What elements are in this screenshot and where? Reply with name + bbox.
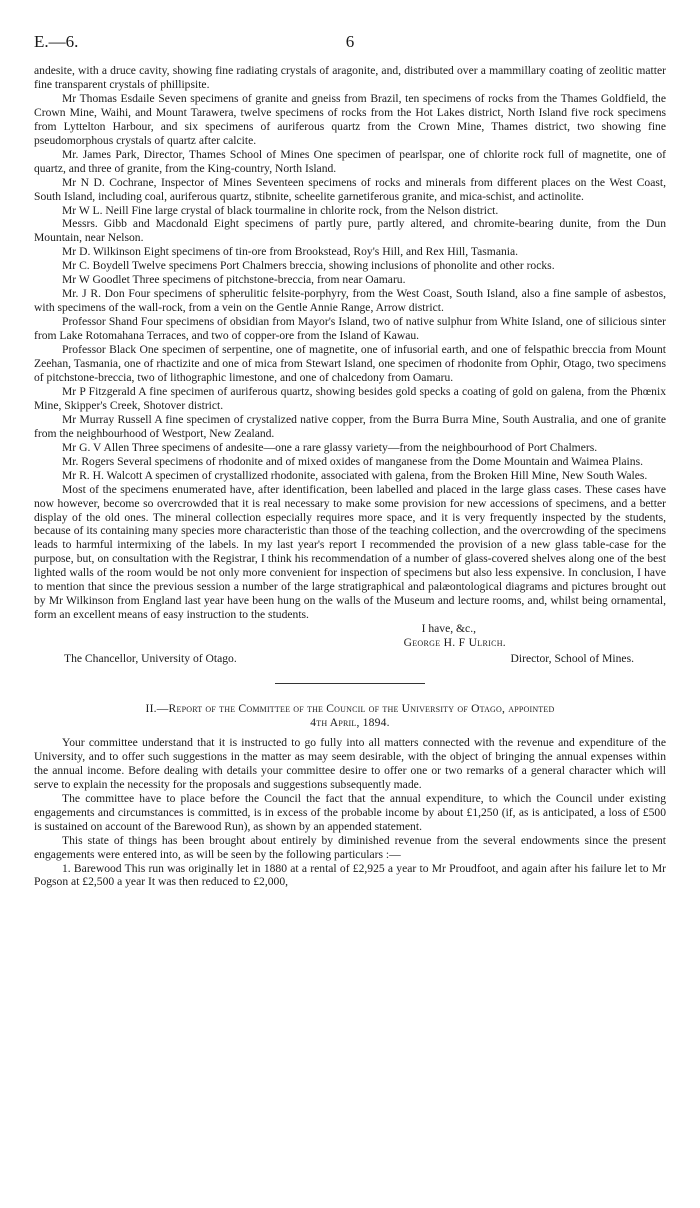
page-number: 6 [345,32,355,51]
letter-closing [34,622,666,668]
paragraph: Mr P Fitzgerald A fine specimen of auriferous quartz, showing besides gold specks a coating of gold on galena, from the Phœnix Mine, Skipper's Creek, Shotover district. [34,384,666,412]
paragraph: Mr. James Park, Director, Thames School of Mines One specimen of pearlspar, one of chlorite rock full of magnetite, one of quartz, and three of granite, from the King-country, North Island. [34,147,666,175]
paragraph: Mr D. Wilkinson Eight specimens of tin-ore from Brookstead, Roy's Hill, and Rex Hill, Tasmania. [62,245,519,259]
document-reference: E.—6. [34,32,79,51]
paragraph: Mr W L. Neill Fine large crystal of black tourmaline in chlorite rock, from the Nelson district. [62,203,499,217]
signatory-title: Director, School of Mines. [510,652,634,666]
paragraph: Mr G. V Allen Three specimens of andesite—one a rare glassy variety—from the neighbourhood of Port Chalmers. [62,440,598,454]
paragraph: Mr Murray Russell A fine specimen of crystalized native copper, from the Burra Burra Mine, South Australia, and one of granite from the neighbourhood of Westport, New Zealand. [34,412,666,440]
report-heading-date: 4th April, 1894. [310,715,390,729]
page-header [34,32,666,54]
addressee: The Chancellor, University of Otago. [64,652,237,666]
report-heading-line: II.—Report of the Committee of the Council of the University of Otago, appointed [145,702,555,716]
closing-line [34,652,666,668]
paragraph: andesite, with a druce cavity, showing fine radiating crystals of aragonite, and, distributed over a mammillary coating of zeolitic matter fine transparent crystals of phillipsite. [34,64,666,91]
paragraph: Mr Thomas Esdaile Seven specimens of granite and gneiss from Brazil, ten specimens of rocks from the Thames Goldfield, the Crown Mine, Waihi, and Mount Tarawera, twelve specimens of rocks from the Hot Lakes district, North Island five rock specimens from Lyttelton Harbour, and six specimens of auriferous quartz from the Crown Mine, Thames district, two showing fine pseudomorphous crystals of quartz after calcite. [34,91,666,147]
paragraph: Mr R. H. Walcott A specimen of crystallized rhodonite, associated with galena, from the Broken Hill Mine, New South Wales. [62,468,648,482]
signature: George H. F Ulrich. [403,636,506,650]
paragraph: Professor Black One specimen of serpentine, one of magnetite, one of infusorial earth, and one of felspathic breccia from Mount Zeehan, Tasmania, one of rhactizite and one of mica from Stewart Island, one specimen of rhodonite from Ophir, Otago, two specimens of pitchstone-breccia, two of lithographic limestone, and one of chalcedony from Oamaru. [34,343,666,384]
paragraph: Mr W Goodlet Three specimens of pitchstone-breccia, from near Oamaru. [62,273,406,287]
report-paragraph: 1. Barewood This run was originally let in 1880 at a rental of £2,925 a year to Mr Proudfoot, and again after his failure let to Mr Pogson at £2,500 a year It was then reduced to £2,000, [34,861,666,889]
paragraph: Professor Shand Four specimens of obsidian from Mayor's Island, two of native sulphur from White Island, one of silicious sinter from Lake Rotomahana Terraces, and two of copper-ore from the Island of Kawau. [34,315,666,343]
paragraph: Messrs. Gibb and Macdonald Eight specimens of partly pure, partly altered, and chromite-bearing dunite, from the Dun Mountain, near Nelson. [34,217,666,245]
report-paragraph: This state of things has been brought about entirely by diminished revenue from the several endowments since the present engagements were entered into, as will be seen by the following particulars :— [34,833,666,861]
paragraph: Mr N D. Cochrane, Inspector of Mines Seventeen specimens of rocks and minerals from different places on the West Coast, South Island, including coal, auriferous quartz, stibnite, scheelite garnetiferous granite, and mica-schist, and actinolite. [34,175,666,203]
paragraph: Mr. J R. Don Four specimens of spherulitic felsite-porphyry, from the West Coast, South Island, also a fine sample of asbestos, with specimens of the wall-rock, from a vein on the Gentle Annie Range, Arrow district. [34,287,666,315]
report-heading [34,702,666,730]
report-paragraph: The committee have to place before the Council the fact that the annual expenditure, to which the Council under existing engagements and circumstances is committed, is in excess of the probable income by about £1,250 (if, as is anticipated, a loss of £500 is sustained on account of the Barewood Run), as shown by an appended statement. [34,791,666,833]
document-body [34,64,666,889]
report-paragraph: Your committee understand that it is instructed to go fully into all matters connected with the revenue and expenditure of the University, and to offer such suggestions in the matter as may seem desirable, with the object of bringing the annual expenses within the annual income. Before dealing with details your committee desire to offer one or two remarks of a general character which will serve to explain the necessity for the proposals and suggestions subsequently made. [34,735,666,791]
salutation: I have, &c., [421,622,476,636]
paragraph: Mr. Rogers Several specimens of rhodonite and of mixed oxides of manganese from the Dome Mountain and Waimea Plains. [62,454,643,468]
paragraph: Most of the specimens enumerated have, after identification, been labelled and placed in the large glass cases. These cases have now however, become so overcrowded that it is real necessary to make some provision for new accessions of specimens, and a better display of the old ones. The mineral collection especially requires more space, and it is very frequently inspected by the students, because of its containing many species more characteristic than those of the teaching collection, and the overcrowding of the specimens leads to harmful intermixing of the labels. In my last year's report I recommended the provision of a new glass table-case for the purpose, but, on consultation with the Registrar, I think his recommendation of a number of glass-covered shelves along one of the best lighted walls of the room would be not only more convenient for inspection of specimens but also less expensive. In conclusion, I have to mention that since the previous session a number of the large stratigraphical and palæontological diagrams and pictures brought out by Mr Wilkinson from England last year have been hung on the walls of the Museum and lecture rooms, and, whilst being ornamental, form an excellent means of easy instruction to the students. [34,482,666,622]
paragraph: Mr C. Boydell Twelve specimens Port Chalmers breccia, showing inclusions of phonolite and other rocks. [62,259,555,273]
section-divider [275,683,425,684]
